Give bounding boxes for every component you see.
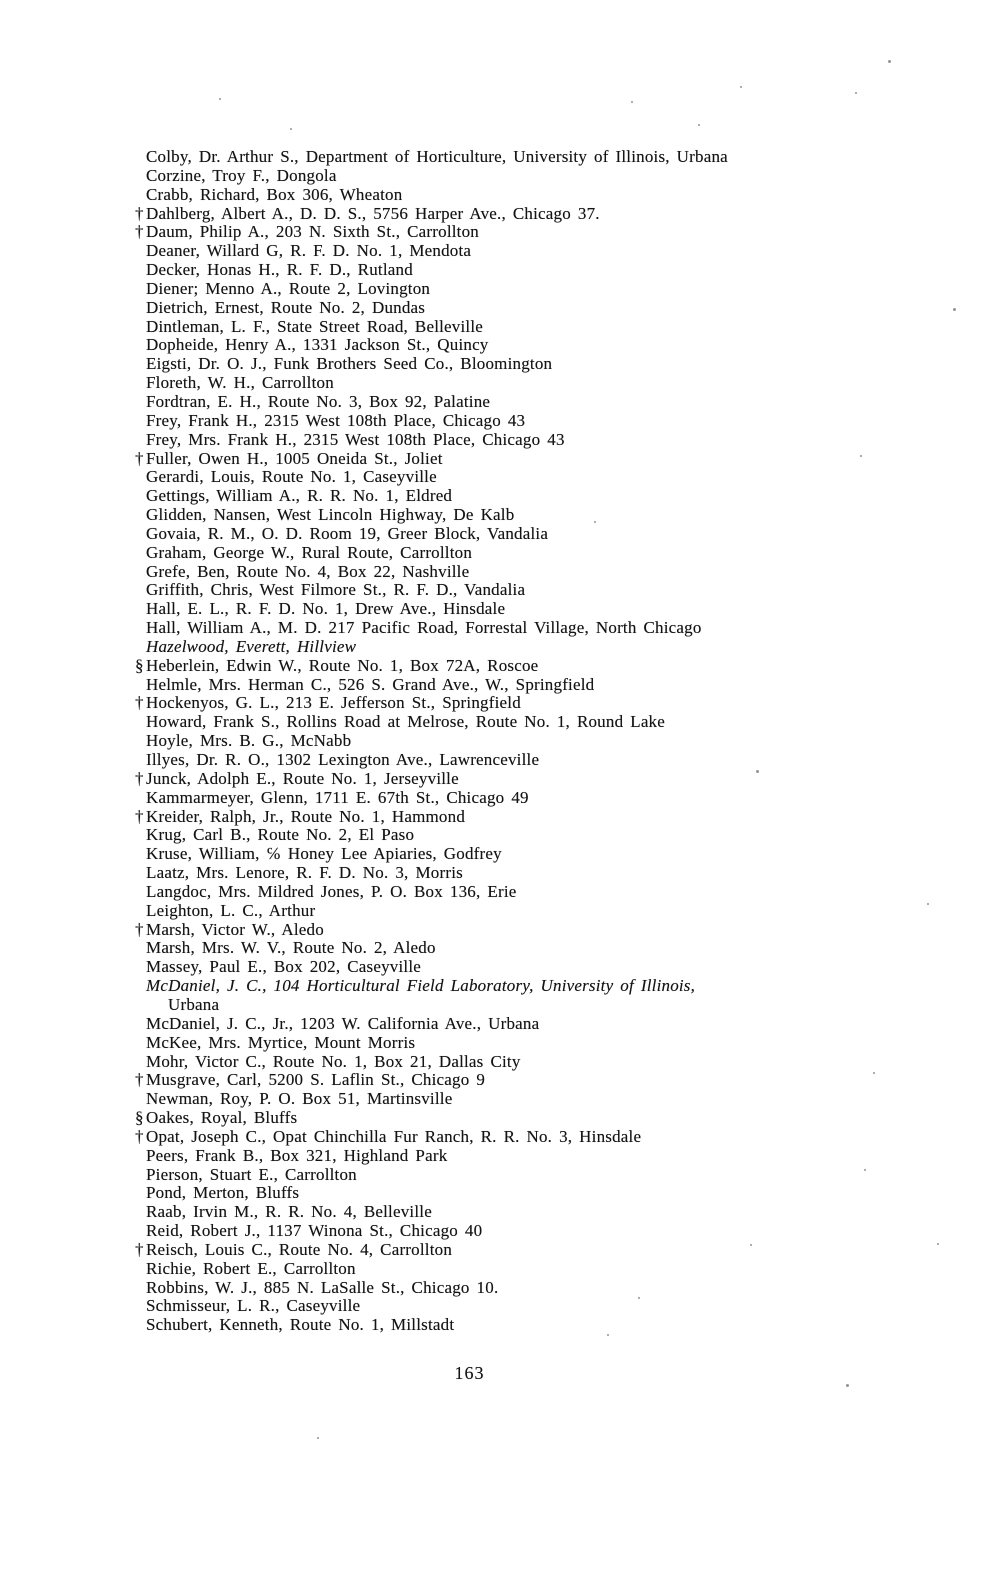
entry-text: Richie, Robert E., Carrollton (146, 1258, 356, 1278)
list-item (146, 1297, 906, 1316)
entry-text: Frey, Mrs. Frank H., 2315 West 108th Place, Chicago 43 (146, 429, 565, 449)
entry-marker: † (135, 1070, 144, 1090)
entry-marker: † (135, 1126, 144, 1146)
scan-speck (317, 1437, 319, 1439)
list-item (146, 864, 906, 883)
list-item (146, 1053, 906, 1072)
list-item (146, 261, 906, 280)
entry-text: Hazelwood, Everett, Hillview (146, 636, 357, 656)
list-item (146, 1015, 906, 1034)
entry-marker: † (135, 693, 144, 713)
entry-text: Massey, Paul E., Box 202, Caseyville (146, 957, 421, 977)
list-item (146, 977, 906, 996)
list-item (146, 431, 906, 450)
scan-speck (740, 86, 742, 88)
list-item (146, 1279, 906, 1298)
list-item (135, 1070, 906, 1090)
entry-text: Kruse, William, ℅ Honey Lee Apiaries, Godfrey (146, 844, 502, 864)
entry-text: Pierson, Stuart E., Carrollton (146, 1164, 357, 1184)
list-item (146, 186, 906, 205)
entry-text: Pond, Merton, Bluffs (146, 1183, 300, 1203)
entry-text: Musgrave, Carl, 5200 S. Laflin St., Chicago 9 (146, 1070, 486, 1090)
list-item (146, 525, 906, 544)
scan-speck (855, 92, 857, 94)
list-item (146, 581, 906, 600)
list-item (146, 1184, 906, 1203)
entry-marker: † (135, 919, 144, 939)
list-item-continuation: Urbana (168, 994, 220, 1014)
entry-text: Junck, Adolph E., Route No. 1, Jerseyville (146, 768, 459, 788)
entry-text: Laatz, Mrs. Lenore, R. F. D. No. 3, Morris (146, 863, 463, 883)
list-item (146, 1090, 906, 1109)
entry-text: Daum, Philip A., 203 N. Sixth St., Carrollton (146, 222, 479, 242)
list-item (146, 468, 906, 487)
list-item (135, 919, 906, 940)
list-item (146, 242, 906, 261)
scan-speck (607, 1334, 609, 1336)
list-item (146, 826, 906, 845)
entry-marker: § (135, 655, 144, 675)
entry-marker: † (135, 768, 144, 788)
entry-text: Schubert, Kenneth, Route No. 1, Millstadt (146, 1315, 455, 1335)
scan-speck (953, 308, 956, 311)
entry-text: Gerardi, Louis, Route No. 1, Caseyville (146, 467, 437, 487)
entry-text: Crabb, Richard, Box 306, Wheaton (146, 184, 403, 204)
entry-text: Fordtran, E. H., Route No. 3, Box 92, Palatine (146, 391, 491, 411)
entry-text: Eigsti, Dr. O. J., Funk Brothers Seed Co., Bloomington (146, 354, 553, 374)
entry-text: Heberlein, Edwin W., Route No. 1, Box 72A, Roscoe (146, 655, 539, 675)
entry-text: Corzine, Troy F., Dongola (146, 165, 337, 185)
list-item (146, 299, 906, 318)
scan-speck (873, 1072, 875, 1074)
entry-marker: † (135, 222, 144, 242)
list-item (146, 751, 906, 770)
list-item (135, 768, 906, 789)
list-item (135, 222, 906, 242)
entry-text: Kammarmeyer, Glenn, 1711 E. 67th St., Chicago 49 (146, 787, 529, 807)
scan-speck (888, 60, 891, 63)
entry-text: Peers, Frank B., Box 321, Highland Park (146, 1145, 448, 1165)
list-item (146, 355, 906, 374)
list-item (146, 374, 906, 393)
list-item (135, 1239, 906, 1260)
entry-text: McDaniel, J. C., Jr., 1203 W. California Ave., Urbana (146, 1013, 540, 1033)
list-item (146, 638, 906, 657)
list-item (146, 148, 906, 167)
list-item (146, 1316, 906, 1335)
scan-speck (756, 770, 759, 773)
entry-text: Diener; Menno A., Route 2, Lovington (146, 278, 431, 298)
entry-text: Frey, Frank H., 2315 West 108th Place, Chicago 43 (146, 410, 526, 430)
list-item (146, 1147, 906, 1166)
entry-text: Schmisseur, L. R., Caseyville (146, 1296, 361, 1316)
entry-marker: † (135, 1239, 144, 1259)
entry-text: Helmle, Mrs. Herman C., 526 S. Grand Ave., W., Springfield (146, 674, 595, 694)
entry-text: Dietrich, Ernest, Route No. 2, Dundas (146, 297, 426, 317)
list-item (146, 902, 906, 921)
list-item (146, 845, 906, 864)
entry-text: Howard, Frank S., Rollins Road at Melrose, Route No. 1, Round Lake (146, 712, 666, 732)
page-number: 163 (454, 1363, 485, 1383)
list-item (146, 789, 906, 808)
scan-speck (927, 903, 929, 905)
list-item (146, 487, 906, 506)
entry-marker: † (135, 448, 144, 468)
list-item (146, 393, 906, 412)
entry-text: Opat, Joseph C., Opat Chinchilla Fur Ranch, R. R. No. 3, Hinsdale (146, 1126, 642, 1146)
scan-speck (594, 521, 596, 523)
entry-text: Griffith, Chris, West Filmore St., R. F. D., Vandalia (146, 580, 526, 600)
list-item (146, 544, 906, 563)
list-item (135, 203, 906, 224)
list-item (135, 806, 906, 827)
entry-text: Hoyle, Mrs. B. G., McNabb (146, 731, 352, 751)
list-item (135, 693, 906, 713)
entry-text: McKee, Mrs. Myrtice, Mount Morris (146, 1032, 416, 1052)
entry-text: Colby, Dr. Arthur S., Department of Horticulture, University of Illinois, Urbana (146, 147, 728, 166)
entry-marker: † (135, 203, 144, 223)
list-item (135, 448, 906, 469)
entry-text: Graham, George W., Rural Route, Carrollton (146, 542, 473, 562)
entry-text: Govaia, R. M., O. D. Room 19, Greer Block, Vandalia (146, 523, 549, 543)
list-item (135, 1126, 906, 1147)
list-item (146, 883, 906, 902)
entry-text: Hall, E. L., R. F. D. No. 1, Drew Ave., Hinsdale (146, 599, 506, 619)
scan-speck (750, 1244, 752, 1246)
scan-speck (290, 128, 292, 130)
entry-marker: § (135, 1108, 144, 1128)
list-item (146, 600, 906, 619)
entry-text: Dopheide, Henry A., 1331 Jackson St., Quincy (146, 335, 489, 355)
entry-text: Glidden, Nansen, West Lincoln Highway, De Kalb (146, 505, 515, 525)
list-item (146, 412, 906, 431)
entry-text: Grefe, Ben, Route No. 4, Box 22, Nashville (146, 561, 470, 581)
list-item (146, 318, 906, 337)
entry-text: Leighton, L. C., Arthur (146, 900, 316, 920)
entry-text: Krug, Carl B., Route No. 2, El Paso (146, 825, 415, 845)
list-item (146, 563, 906, 582)
entry-text: Illyes, Dr. R. O., 1302 Lexington Ave., Lawrenceville (146, 750, 540, 769)
scan-speck (860, 455, 862, 457)
list-item (135, 655, 906, 676)
entry-text: Newman, Roy, P. O. Box 51, Martinsville (146, 1089, 453, 1109)
list-item (146, 676, 906, 695)
entry-text: Hockenyos, G. L., 213 E. Jefferson St., Springfield (146, 693, 521, 713)
list-item (146, 280, 906, 299)
entry-text: Marsh, Victor W., Aledo (146, 919, 324, 939)
entry-text: Floreth, W. H., Carrollton (146, 373, 334, 393)
scan-speck (864, 1169, 866, 1171)
list-item (146, 713, 906, 732)
list-item (146, 1222, 906, 1241)
list-item (146, 506, 906, 525)
entry-text: Mohr, Victor C., Route No. 1, Box 21, Dallas City (146, 1051, 521, 1071)
list-item (146, 1260, 906, 1279)
list-item (146, 336, 906, 355)
entry-text: Hall, William A., M. D. 217 Pacific Road, Forrestal Village, North Chicago (146, 618, 702, 638)
list-item (146, 1166, 906, 1185)
list-item (146, 1034, 906, 1053)
entry-text: Fuller, Owen H., 1005 Oneida St., Joliet (146, 448, 443, 468)
scan-speck (937, 1243, 939, 1245)
list-item (135, 1108, 906, 1128)
entry-text: Dahlberg, Albert A., D. D. S., 5756 Harper Ave., Chicago 37. (146, 203, 600, 223)
entry-text: Oakes, Royal, Bluffs (146, 1108, 298, 1128)
entry-text: Reisch, Louis C., Route No. 4, Carrollton (146, 1239, 453, 1259)
entry-text: Decker, Honas H., R. F. D., Rutland (146, 260, 413, 280)
scan-speck (638, 1297, 640, 1299)
list-item (146, 167, 906, 186)
entry-marker: † (135, 806, 144, 826)
entry-text: Deaner, Willard G, R. F. D. No. 1, Mendota (146, 241, 472, 261)
entry-text: Reid, Robert J., 1137 Winona St., Chicago 40 (146, 1221, 483, 1241)
list-item (146, 619, 906, 638)
directory-list (135, 147, 906, 1335)
entry-text: Kreider, Ralph, Jr., Route No. 1, Hammond (146, 806, 466, 826)
entry-text: Langdoc, Mrs. Mildred Jones, P. O. Box 136, Erie (146, 881, 517, 901)
list-item (146, 958, 906, 977)
entry-text: Gettings, William A., R. R. No. 1, Eldred (146, 486, 453, 506)
scan-speck (846, 1384, 849, 1387)
scan-speck (219, 98, 221, 100)
scan-speck (698, 124, 700, 126)
entry-text: Dintleman, L. F., State Street Road, Belleville (146, 316, 484, 336)
entry-text: Raab, Irvin M., R. R. No. 4, Belleville (146, 1202, 432, 1222)
entry-text: Robbins, W. J., 885 N. LaSalle St., Chicago 10. (146, 1277, 499, 1297)
list-item (146, 732, 906, 751)
scan-speck (631, 101, 633, 103)
list-item (146, 1203, 906, 1222)
entry-text: Marsh, Mrs. W. V., Route No. 2, Aledo (146, 938, 436, 958)
entry-text: McDaniel, J. C., 104 Horticultural Field Laboratory, University of Illinois, (146, 976, 696, 996)
list-item (146, 939, 906, 958)
